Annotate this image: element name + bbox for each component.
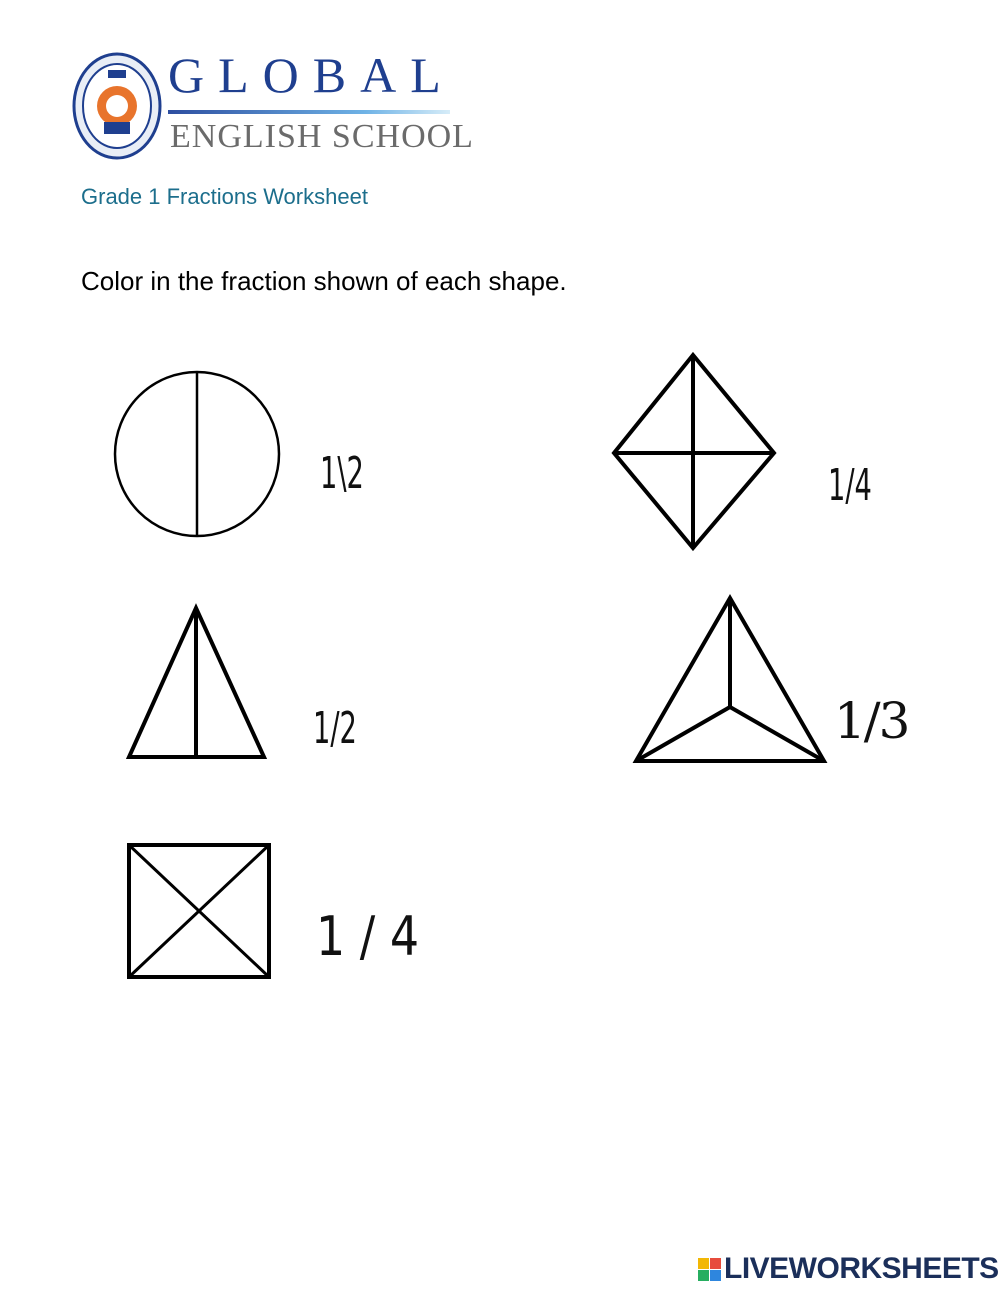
- school-name-global: GLOBAL: [168, 47, 455, 103]
- worksheet-title: Grade 1 Fractions Worksheet: [81, 184, 368, 209]
- liveworksheets-wordmark: LIVEWORKSHEETS: [724, 1252, 999, 1285]
- school-seal-logo: [72, 52, 162, 160]
- liveworksheets-branding[interactable]: [698, 1254, 999, 1284]
- equilateral-triangle-shape[interactable]: [632, 594, 828, 766]
- diamond-shape[interactable]: [610, 352, 778, 552]
- instruction-text: Color in the fraction shown of each shape.: [81, 266, 567, 296]
- square-fraction-label: 1 / 4: [316, 905, 420, 968]
- circle-fraction-label: 1\2: [320, 448, 364, 499]
- liveworksheets-logo-icon: [698, 1258, 721, 1281]
- square-shape[interactable]: [126, 842, 272, 980]
- isosceles-triangle-fraction-label: 1/2: [313, 703, 357, 754]
- diamond-fraction-label: 1/4: [828, 460, 872, 511]
- equilateral-triangle-fraction-label: 1/3: [834, 692, 909, 750]
- circle-shape[interactable]: [112, 370, 282, 538]
- school-name-english-school: ENGLISH SCHOOL: [170, 118, 474, 155]
- brand-divider: [168, 110, 450, 114]
- isosceles-triangle-shape[interactable]: [126, 604, 268, 762]
